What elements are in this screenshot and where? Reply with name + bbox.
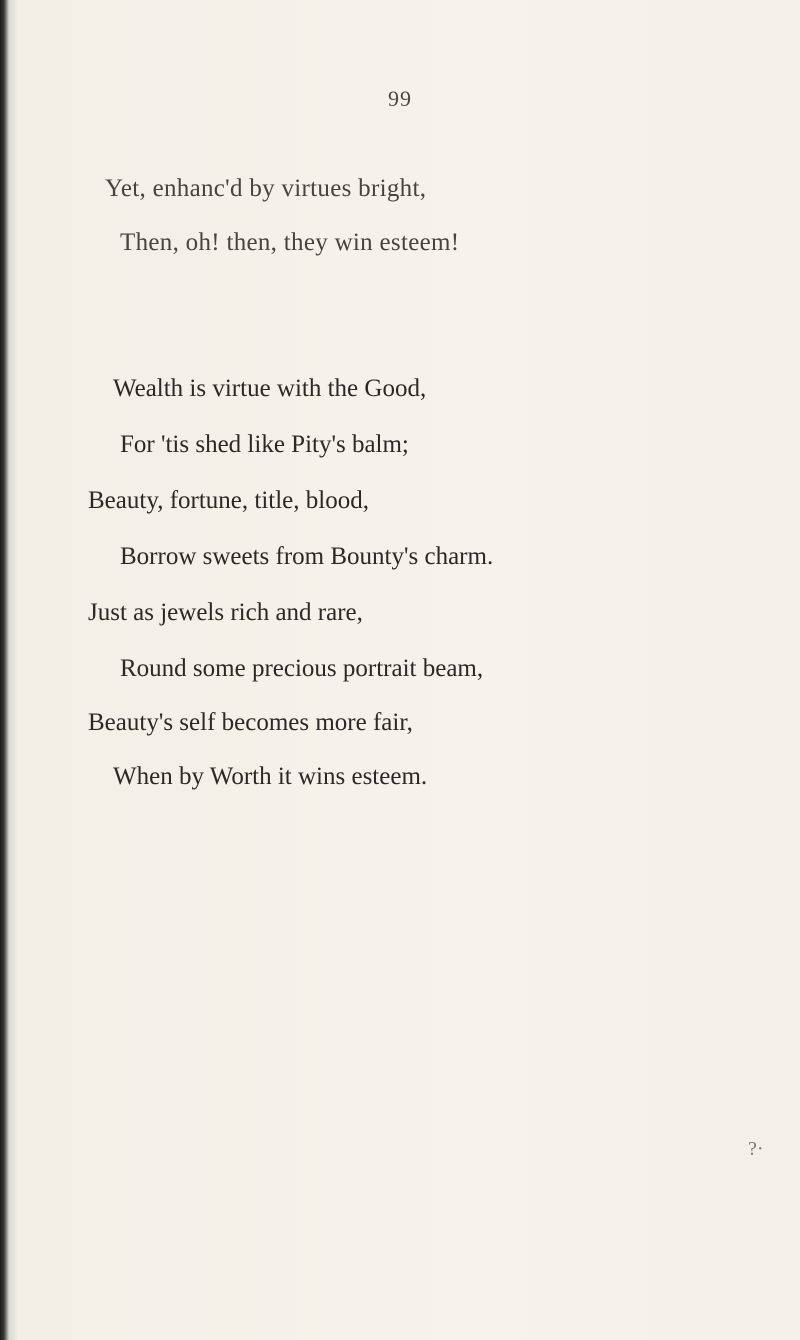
poem-line: Round some precious portrait beam, [120, 655, 484, 682]
poem-line: Wealth is virtue with the Good, [113, 375, 427, 402]
poem-line: Just as jewels rich and rare, [88, 599, 363, 626]
poem-line: Beauty's self becomes more fair, [88, 709, 413, 736]
poem-line: Yet, enhanc'd by virtues bright, [105, 175, 427, 202]
poem-line: For 'tis shed like Pity's balm; [120, 431, 409, 458]
poem-line: Then, oh! then, they win esteem! [120, 229, 460, 256]
poem-line: When by Worth it wins esteem. [113, 763, 428, 790]
poem-line: Beauty, fortune, title, blood, [88, 487, 369, 514]
stray-ink-mark: ?· [748, 1138, 764, 1160]
page-number: 99 [388, 86, 412, 111]
poem-line: Borrow sweets from Bounty's charm. [120, 543, 494, 570]
